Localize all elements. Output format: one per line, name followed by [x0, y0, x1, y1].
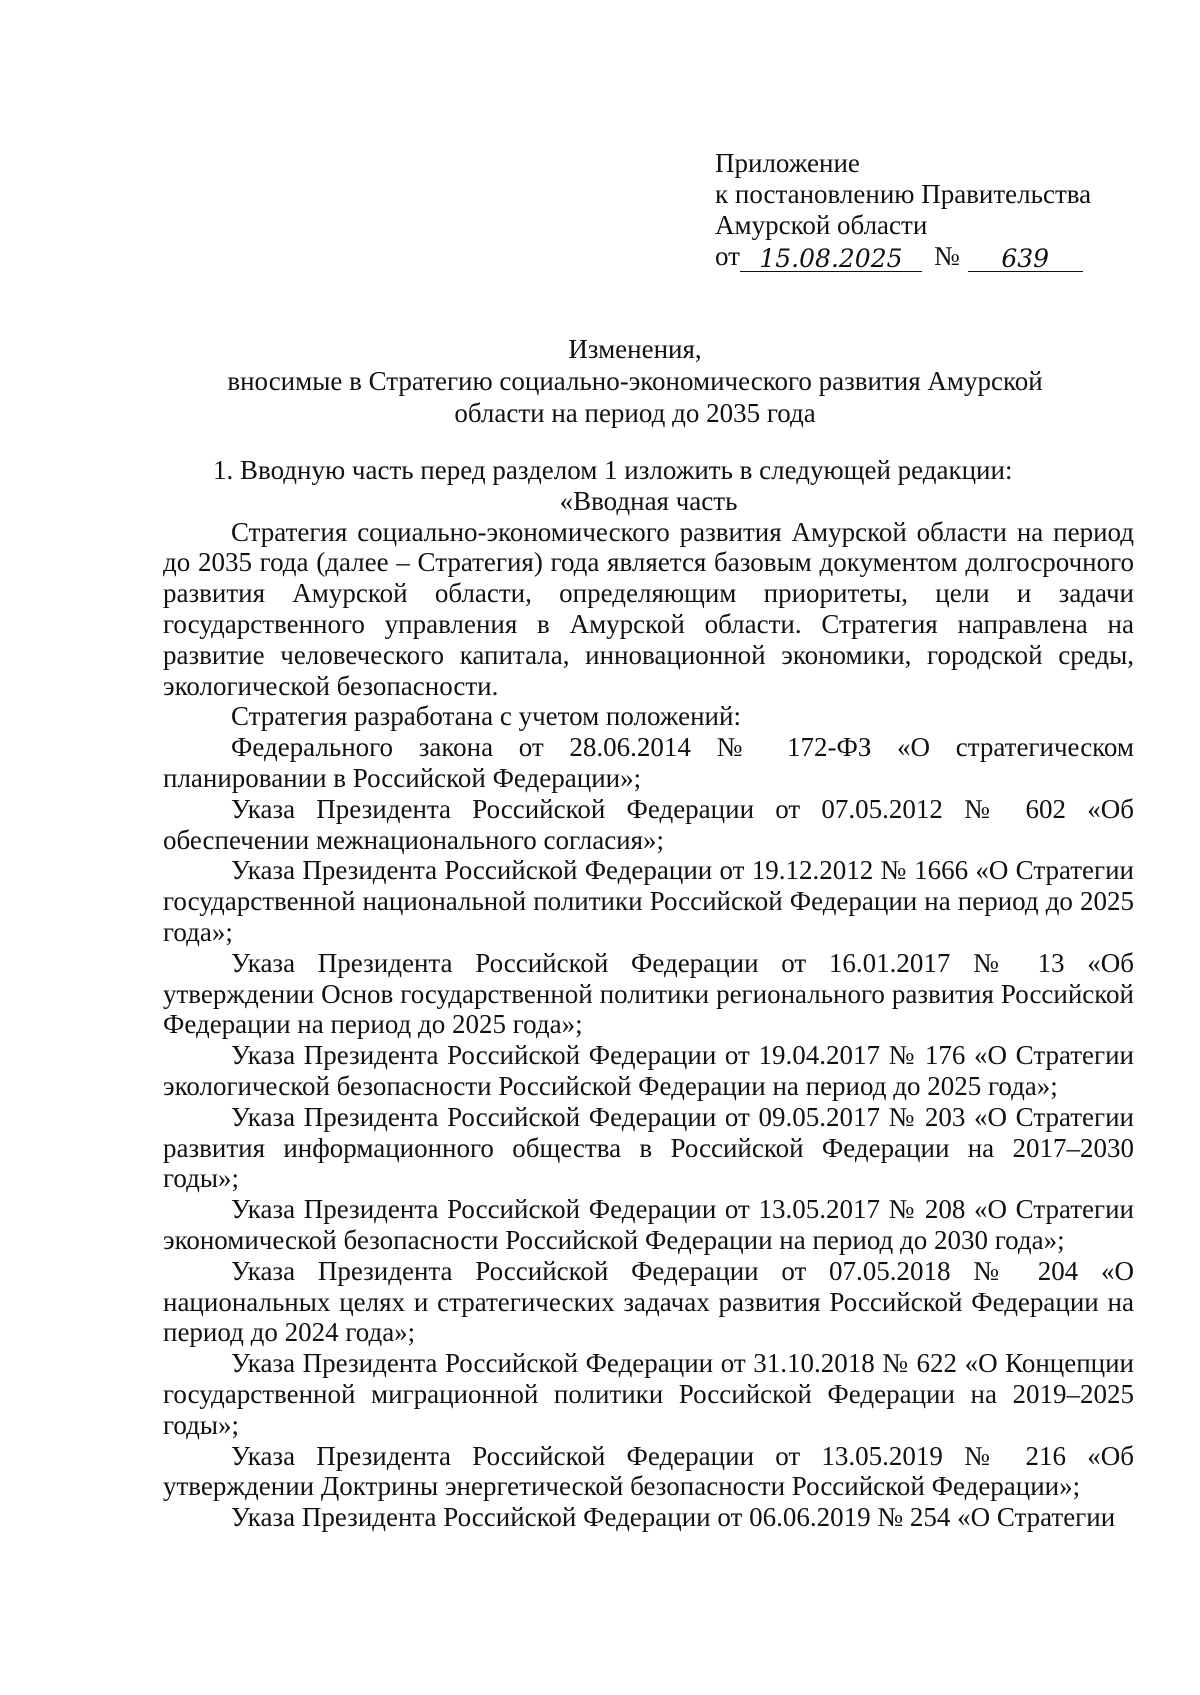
amendment-item-1: 1. Вводную часть перед разделом 1 изложить в следующей редакции: [213, 455, 1013, 485]
title-line-1: Изменения, [568, 334, 702, 364]
paragraph: Указа Президента Российской Федерации от 19.04.2017 № 176 «О Стратегии экологической безопасности Российской Федерации на период до 2025 года»; [163, 1040, 1134, 1101]
paragraph: Федерального закона от 28.06.2014 № 172-ФЗ «О стратегическом планировании в Российской Федерации»; [163, 732, 1134, 793]
paragraph: Указа Президента Российской Федерации от 13.05.2019 № 216 «Об утверждении Доктрины энергетической безопасности Российской Федерации»; [163, 1440, 1134, 1502]
handwritten-number: 639 [968, 247, 1083, 272]
approval-line-region: Амурской области [715, 210, 928, 240]
document-body [163, 455, 1134, 1533]
paragraph: Указа Президента Российской Федерации от 16.01.2017 № 13 «Об утверждении Основ государственной политики регионального развития Российской Федерации на период до 2025 года»; [163, 947, 1134, 1040]
paragraph: Указа Президента Российской Федерации от 31.10.2018 № 622 «О Концепции государственной миграционной политики Российской Федерации на 2019–2025 годы»; [163, 1348, 1134, 1440]
date-prefix: от [715, 241, 740, 271]
section-heading: «Вводная часть [559, 485, 738, 516]
paragraph: Стратегия социально-экономического развития Амурской области на период до 2035 года (далее – Стратегия) года является базовым документом долгосрочного развития Амурской области, определяющим приоритеты, цели и задачи государственного управления в Амурской области. Стратегия направлена на развитие человеческого капитала, инновационной экономики, городской среды, экологической безопасности. [163, 516, 1134, 701]
paragraph: Указа Президента Российской Федерации от 07.05.2012 № 602 «Об обеспечении межнационального согласия»; [163, 793, 1134, 855]
document-title [160, 333, 1110, 429]
paragraph: Указа Президента Российской Федерации от 06.06.2019 № 254 «О Стратегии [231, 1502, 1116, 1533]
title-line-3: области на период до 2035 года [454, 398, 816, 428]
approval-block [715, 148, 1091, 272]
approval-line-appendix: Приложение [715, 148, 860, 178]
paragraph: Указа Президента Российской Федерации от 07.05.2018 № 204 «О национальных целях и стратегических задачах развития Российской Федерации на период до 2024 года»; [163, 1255, 1134, 1348]
paragraph: Указа Президента Российской Федерации от 09.05.2017 № 203 «О Стратегии развития информационного общества в Российской Федерации на 2017–2030 годы»; [163, 1101, 1134, 1194]
approval-line-resolution: к постановлению Правительства [715, 179, 1092, 209]
title-line-2: вносимые в Стратегию социально-экономического развития Амурской [227, 366, 1043, 396]
paragraph: Указа Президента Российской Федерации от 13.05.2017 № 208 «О Стратегии экономической безопасности Российской Федерации на период до 2030 года»; [163, 1194, 1134, 1255]
number-label: № [933, 241, 960, 271]
approval-date-line [715, 241, 1091, 272]
handwritten-date: 15.08.2025 [740, 247, 922, 272]
paragraph: Указа Президента Российской Федерации от 19.12.2012 № 1666 «О Стратегии государственной национальной политики Российской Федерации на период до 2025 года»; [163, 855, 1134, 947]
paragraph: Стратегия разработана с учетом положений: [231, 701, 741, 732]
